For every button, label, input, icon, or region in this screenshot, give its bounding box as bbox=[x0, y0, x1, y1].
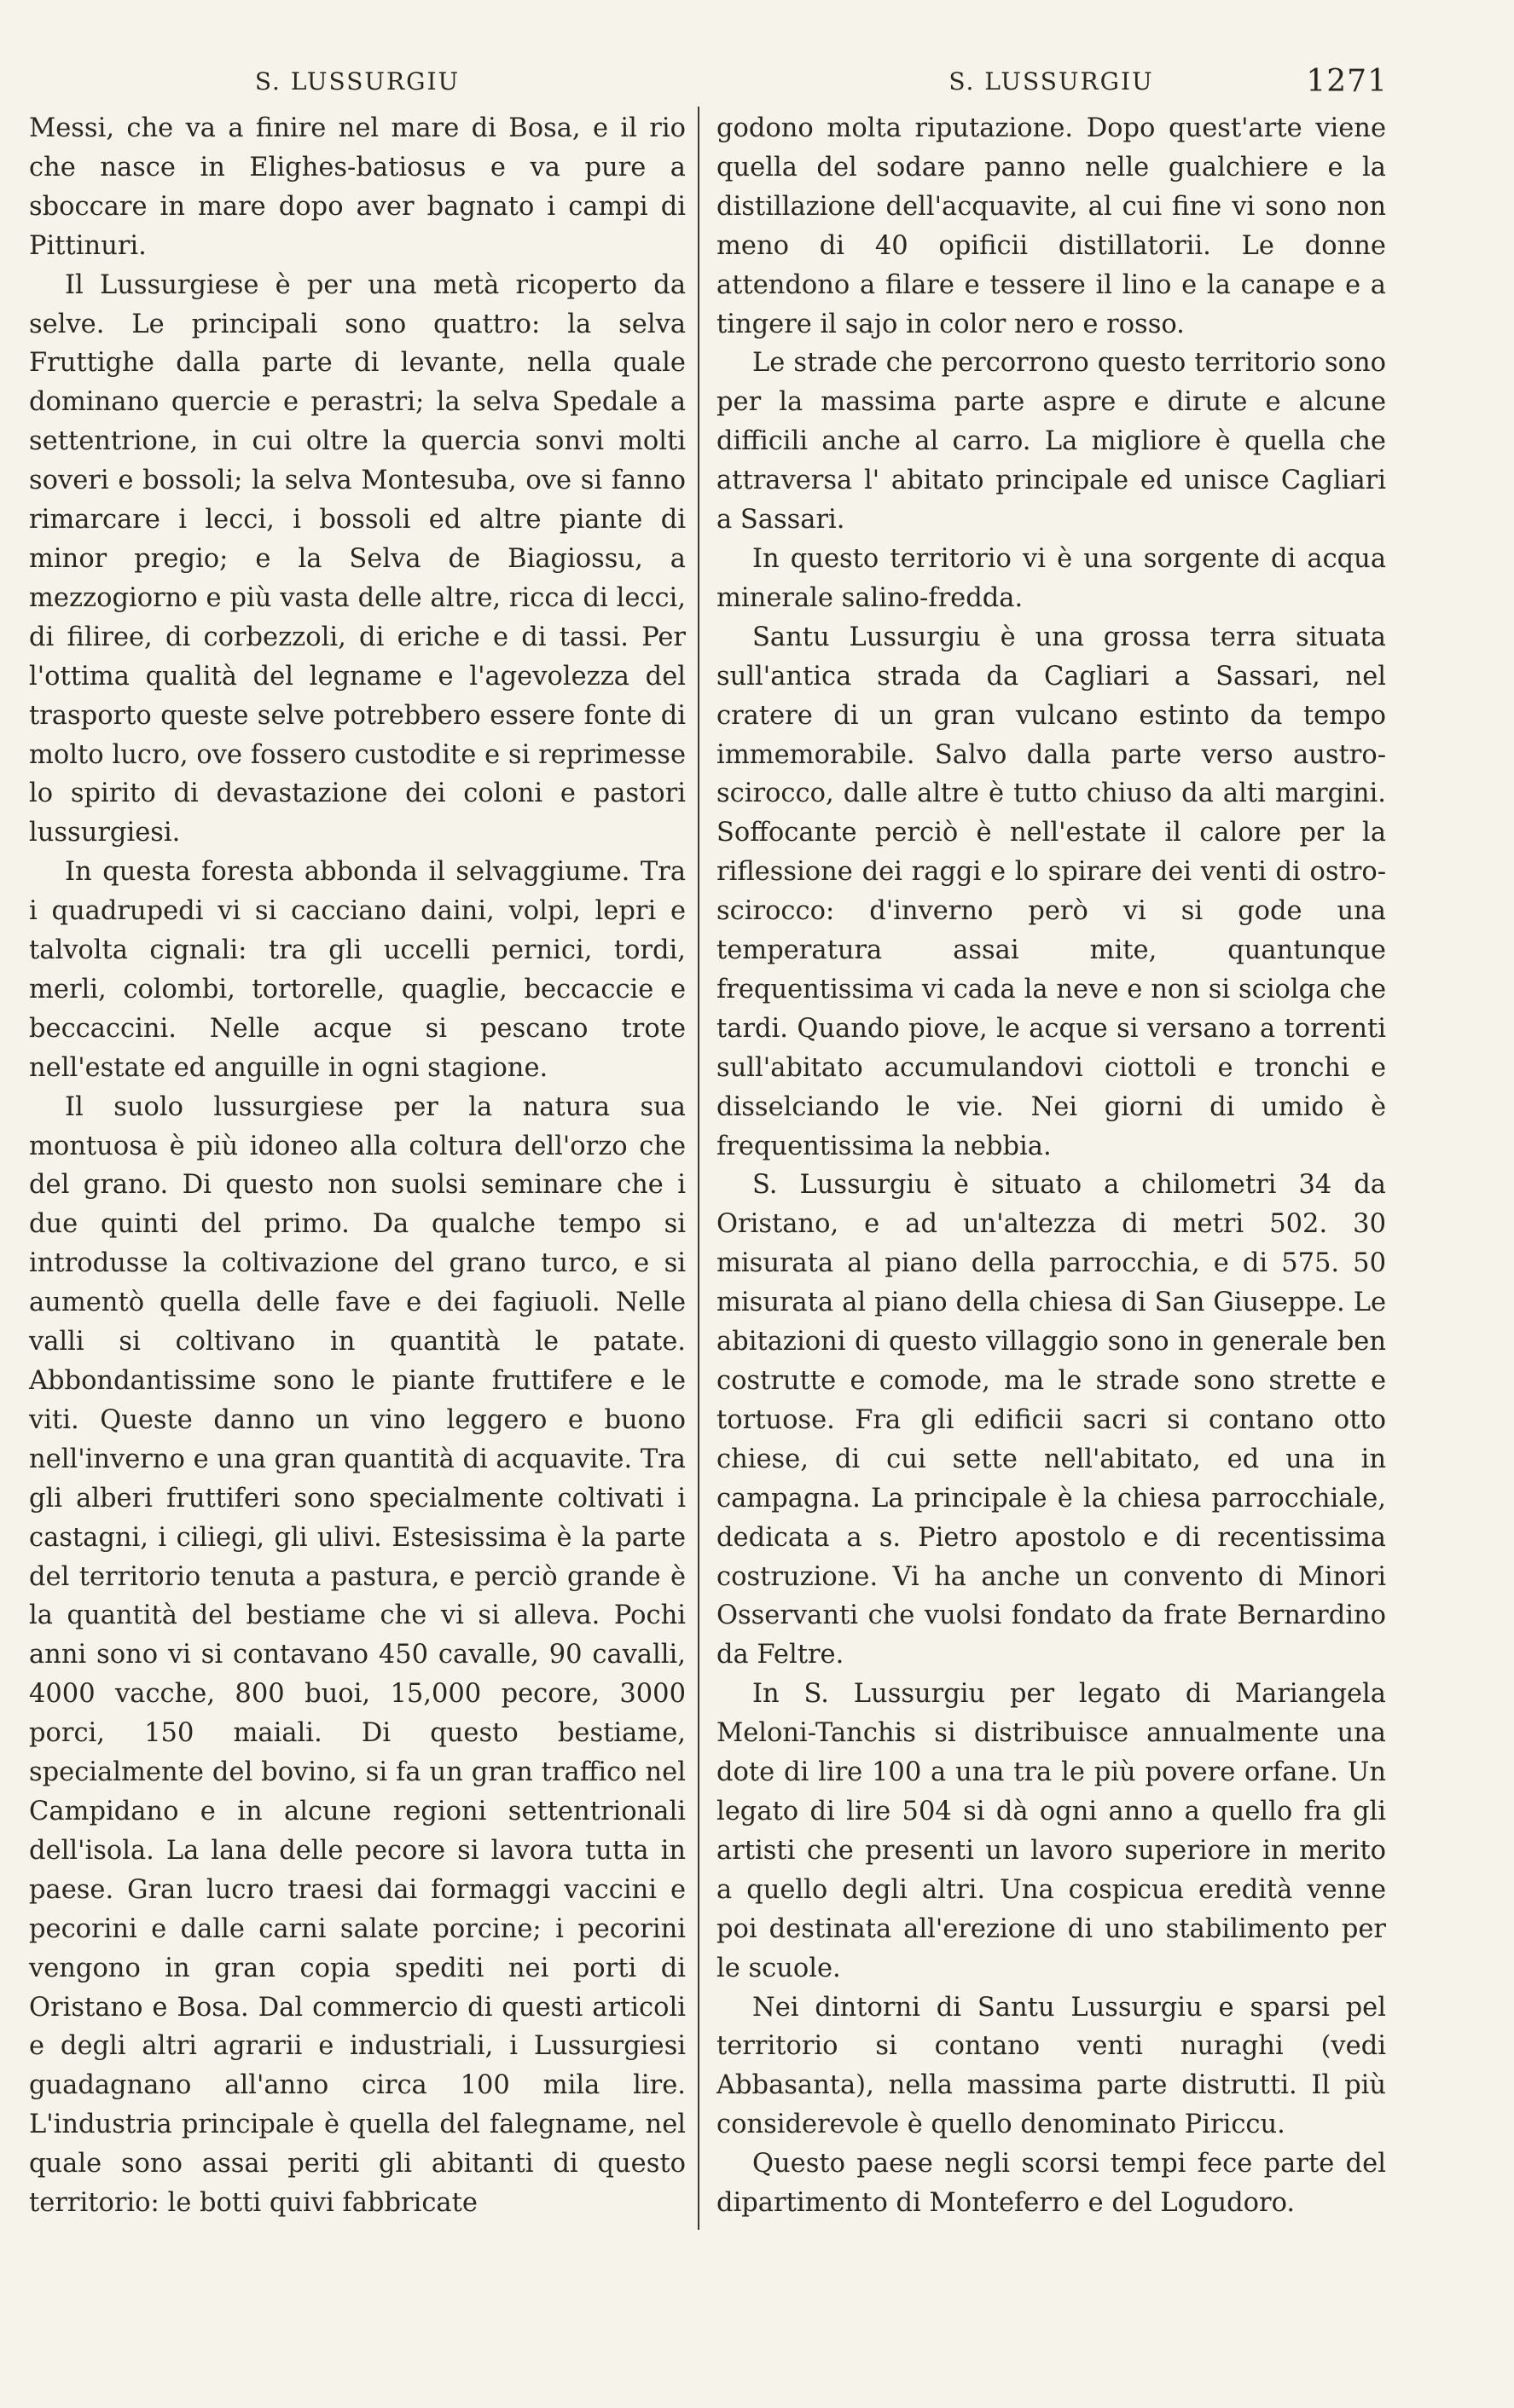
left-column bbox=[29, 60, 686, 2223]
right-column bbox=[716, 60, 1386, 2223]
running-head-right bbox=[716, 60, 1386, 104]
running-head-title: S. LUSSURGIU bbox=[948, 67, 1154, 96]
page-number: 1271 bbox=[1306, 64, 1388, 99]
right-column-text bbox=[716, 109, 1386, 2223]
paragraph: godono molta riputazione. Dopo quest'arte viene quella del sodare panno nelle gualchiere e la distillazione dell'acquavite, al cui fine vi sono non meno di 40 opificii distillatorii. Le donne attendono a filare e tessere il lino e la canape e a tingere il sajo in color nero e rosso. bbox=[716, 113, 1386, 339]
paragraph: In S. Lussurgiu per legato di Mariangela Meloni-Tanchis si distribuisce annualmente una dote di lire 100 a una tra le più povere orfane. Un legato di lire 504 si dà ogni anno a quello fra gli artisti che presenti un lavoro superiore in merito a quello degli altri. Una cospicua eredità venne poi destinata all'erezione di uno stabilimento per le scuole. bbox=[716, 1679, 1386, 1983]
column-divider bbox=[698, 107, 699, 2230]
paragraph: In questo territorio vi è una sorgente di acqua minerale salino-fredda. bbox=[716, 543, 1386, 613]
paragraph: Nei dintorni di Santu Lussurgiu e sparsi pel territorio si contano venti nuraghi (vedi Abbasanta), nella massima parte distrutti. Il più considerevole è quello denominato Piriccu. bbox=[716, 1992, 1386, 2140]
left-column-text bbox=[29, 109, 686, 2223]
paragraph: Le strade che percorrono questo territorio sono per la massima parte aspre e dirute e alcune difficili anche al carro. La migliore è quella che attraversa l' abitato principale ed unisce Cagliari a Sassari. bbox=[716, 348, 1386, 535]
paragraph: In questa foresta abbonda il selvaggiume. Tra i quadrupedi vi si cacciano daini, volpi, lepri e talvolta cignali: tra gli uccelli pernici, tordi, merli, colombi, tortorelle, quaglie, beccaccie e beccaccini. Nelle acque si pescano trote nell'estate ed anguille in ogni stagione. bbox=[29, 857, 686, 1083]
paragraph: Il suolo lussurgiese per la natura sua montuosa è più idoneo alla coltura dell'orzo che del grano. Di questo non suolsi seminare che i due quinti del primo. Da qualche tempo si introdusse la coltivazione del grano turco, e si aumentò quella delle fave e dei fagiuoli. Nelle valli si coltivano in quantità le patate. Abbondantissime sono le piante fruttifere e le viti. Queste danno un vino leggero e buono nell'inverno e una gran quantità di acquavite. Tra gli alberi fruttiferi sono specialmente coltivati i castagni, i ciliegi, gli ulivi. Estesissima è la parte del territorio tenuta a pastura, e perciò grande è la quantità del bestiame che vi si alleva. Pochi anni sono vi si contavano 450 cavalle, 90 cavalli, 4000 vacche, 800 buoi, 15,000 pecore, 3000 porci, 150 maiali. Di questo bestiame, specialmente del bovino, si fa un gran traffico nel Campidano e in alcune regioni settentrionali dell'isola. La lana delle pecore si lavora tutta in paese. Gran lucro traesi dai formaggi vaccini e pecorini e dalle carni salate porcine; i pecorini vengono in gran copia spediti nei porti di Oristano e Bosa. Dal commercio di questi articoli e degli altri agrarii e industriali, i Lussurgiesi guadagnano all'anno circa 100 mila lire. L'industria principale è quella del falegname, nel quale sono assai periti gli abitanti di questo territorio: le botti quivi fabbricate bbox=[29, 1091, 686, 2219]
paragraph: Questo paese negli scorsi tempi fece parte del dipartimento di Monteferro e del Logudoro. bbox=[716, 2149, 1386, 2219]
paragraph: S. Lussurgiu è situato a chilometri 34 da Oristano, e ad un'altezza di metri 502. 30 misurata al piano della parrocchia, e di 575. 50 misurata al piano della chiesa di San Giuseppe. Le abitazioni di questo villaggio sono in generale ben costrutte e comode, ma le strade sono strette e tortuose. Fra gli edificii sacri si contano otto chiese, di cui sette nell'abitato, ed una in campagna. La principale è la chiesa parrocchiale, dedicata a s. Pietro apostolo e di recentissima costruzione. Vi ha anche un convento di Minori Osservanti che vuolsi fondato da frate Bernardino da Feltre. bbox=[716, 1170, 1386, 1670]
running-head-left: S. LUSSURGIU bbox=[254, 67, 461, 96]
paragraph: Il Lussurgiese è per una metà ricoperto da selve. Le principali sono quattro: la selva Fruttighe dalla parte di levante, nella quale dominano quercie e perastri; la selva Spedale a settentrione, in cui oltre la quercia sonvi molti soveri e bossoli; la selva Montesuba, ove si fanno rimarcare i lecci, i bossoli ed altre piante di minor pregio; e la Selva de Biagiossu, a mezzogiorno e più vasta delle altre, ricca di lecci, di filiree, di corbezzoli, di eriche e di tassi. Per l'ottima qualità del legname e l'agevolezza del trasporto queste selve potrebbero essere fonte di molto lucro, ove fossero custodite e si reprimesse lo spirito di devastazione dei coloni e pastori lussurgiesi. bbox=[29, 269, 686, 848]
paragraph: Santu Lussurgiu è una grossa terra situata sull'antica strada da Cagliari a Sassari, nel cratere di un gran vulcano estinto da tempo immemorabile. Salvo dalla parte verso austro-scirocco, dalle altre è tutto chiuso da alti margini. Soffocante perciò è nell'estate il calore per la riflessione dei raggi e lo spirare dei venti di ostro-scirocco: d'inverno però vi si gode una temperatura assai mite, quantunque frequentissima vi cada la neve e non si sciolga che tardi. Quando piove, le acque si versano a torrenti sull'abitato accumulandovi ciottoli e tronchi e disselciando le vie. Nei giorni di umido è frequentissima la nebbia. bbox=[716, 622, 1386, 1161]
paragraph: Messi, che va a finire nel mare di Bosa, e il rio che nasce in Elighes-batiosus e va pure a sboccare in mare dopo aver bagnato i campi di Pittinuri. bbox=[29, 113, 686, 261]
